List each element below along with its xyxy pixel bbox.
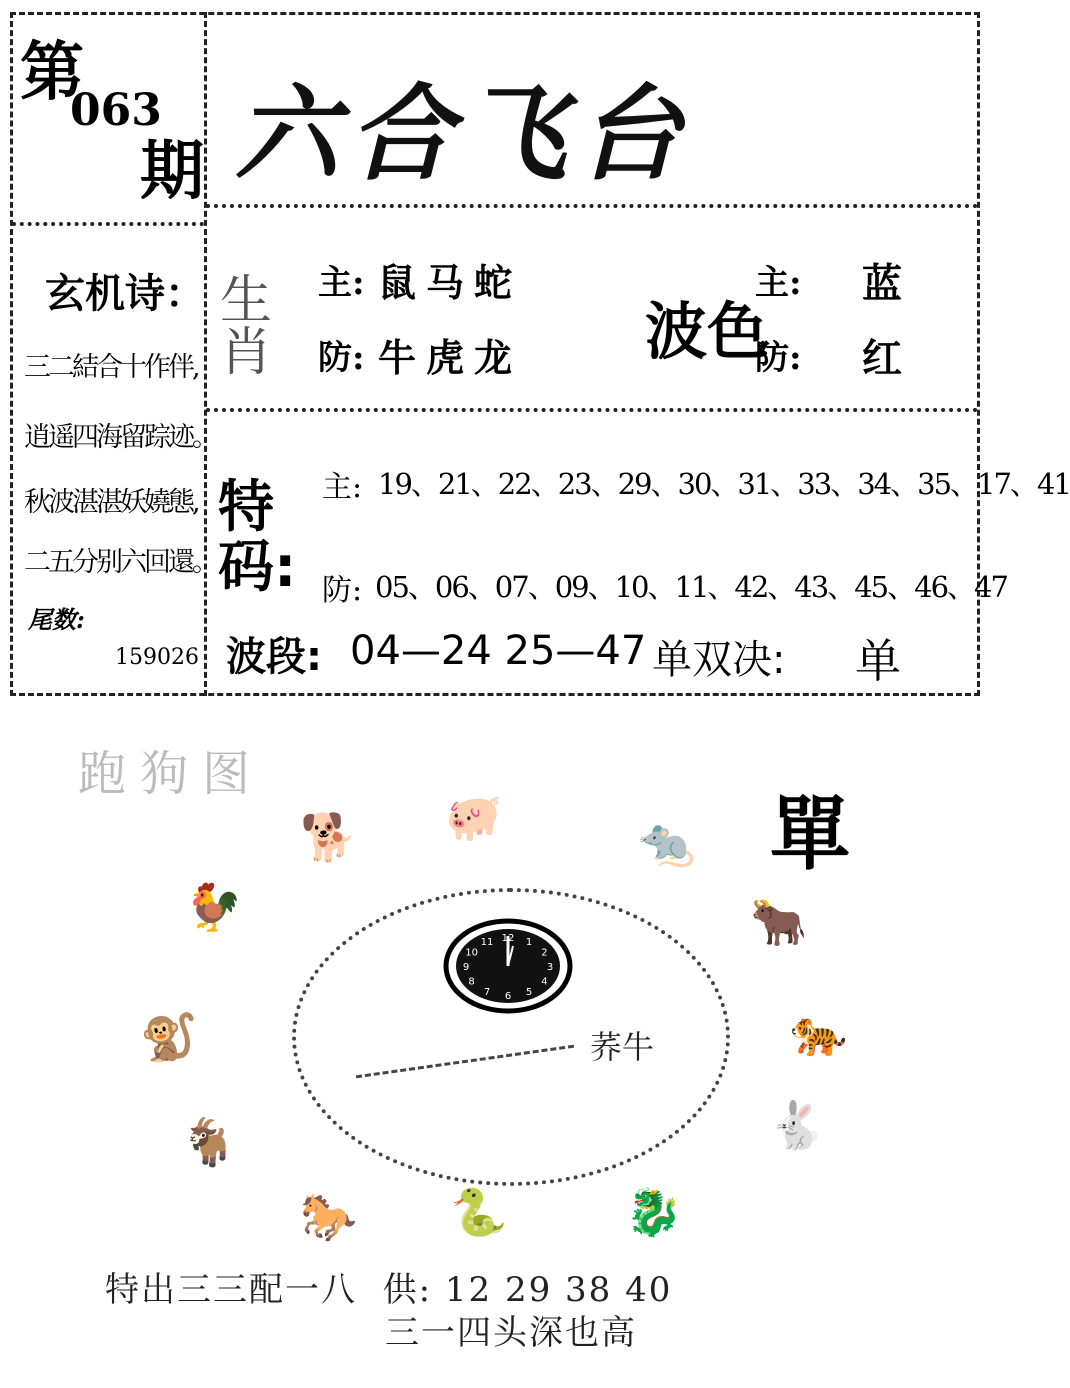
tail-value: 159026 (115, 645, 199, 670)
clock-number: 10 (465, 947, 478, 959)
horse-icon: 🐎 (300, 1190, 358, 1244)
special-code-guard-label: 防: (322, 573, 363, 608)
poem-line: 秋波湛湛妖嬈態, (24, 487, 198, 518)
tail-label: 尾数: (28, 605, 85, 634)
wave-color-main-label: 主: (755, 263, 802, 303)
clock-number: 7 (483, 987, 491, 999)
rat-icon: 🐀 (638, 815, 696, 869)
page-title: 六合飞台 (235, 72, 692, 195)
zodiac-main: 鼠马蛇 (378, 260, 523, 305)
clock-number: 4 (541, 976, 548, 988)
title-bottom-divider (206, 204, 978, 208)
zodiac-bottom-divider (206, 408, 978, 412)
clock-number: 6 (504, 991, 512, 1002)
clock-number: 3 (546, 962, 554, 973)
clock-number: 2 (541, 947, 548, 959)
issue-prefix: 第 (20, 35, 84, 110)
wave-segment-label: 波段: (226, 634, 322, 680)
wave-color-guard: 红 (862, 335, 902, 382)
wheel-caption: 荞牛 (590, 1028, 655, 1066)
clock-number: 8 (468, 976, 475, 988)
odd-even-value: 单 (855, 634, 901, 688)
clock-number: 5 (525, 987, 533, 999)
poem-label: 玄机诗： (45, 270, 205, 317)
footer-line-1: 特出三三配一八 供: 12 29 38 40 (105, 1270, 673, 1310)
goat-icon: 🐐 (180, 1115, 238, 1169)
footer-line-2: 三一四头深也高 (385, 1313, 637, 1353)
zodiac-label: 生肖 (220, 271, 273, 383)
left-issue-bottom-divider (12, 222, 204, 226)
dog-icon: 🐕 (300, 810, 358, 864)
issue-number: 063 (70, 85, 162, 136)
clock-icon (443, 918, 573, 1013)
clock-number: 9 (462, 962, 470, 973)
issue-suffix: 期 (140, 134, 204, 209)
rooster-icon: 🐓 (185, 880, 243, 934)
poem-line: 三二結合十作伴, (24, 352, 198, 383)
poem-line: 逍遥四海留踪迹。 (24, 422, 216, 453)
special-code-guard: 05、06、07、09、10、11、42、43、45、46、47 (375, 570, 1007, 604)
dragon-icon: 🐉 (625, 1185, 683, 1239)
rabbit-icon: 🐇 (768, 1098, 826, 1152)
zodiac-guard: 牛虎龙 (378, 335, 523, 380)
wave-color-guard-label: 防: (755, 338, 802, 378)
special-code-main-label: 主: (322, 470, 363, 505)
zodiac-main-label: 主: (318, 263, 365, 303)
clock-number: 1 (525, 936, 533, 948)
clock-number: 11 (480, 936, 494, 948)
odd-even-label: 单双决: (652, 637, 786, 683)
special-code-label: 特码: (218, 475, 297, 600)
tiger-icon: 🐅 (790, 1005, 848, 1059)
wave-color-main: 蓝 (862, 260, 902, 307)
wave-color-label: 波色 (645, 295, 770, 368)
faded-title: 跑狗图 (78, 746, 265, 802)
side-char-single: 單 (770, 787, 850, 881)
ox-icon: 🐂 (750, 895, 808, 949)
monkey-icon: 🐒 (140, 1010, 198, 1064)
zodiac-guard-label: 防: (318, 338, 365, 378)
poem-line: 二五分别六回還。 (24, 547, 216, 578)
snake-icon: 🐍 (450, 1185, 508, 1239)
left-column-divider (204, 12, 207, 696)
wave-segment-value: 04—24 25—47 (350, 628, 647, 674)
clock-number: 12 (501, 933, 515, 944)
special-code-main: 19、21、22、23、29、30、31、33、34、35、17、41 (378, 467, 1070, 501)
pig-icon: 🐖 (445, 790, 503, 844)
